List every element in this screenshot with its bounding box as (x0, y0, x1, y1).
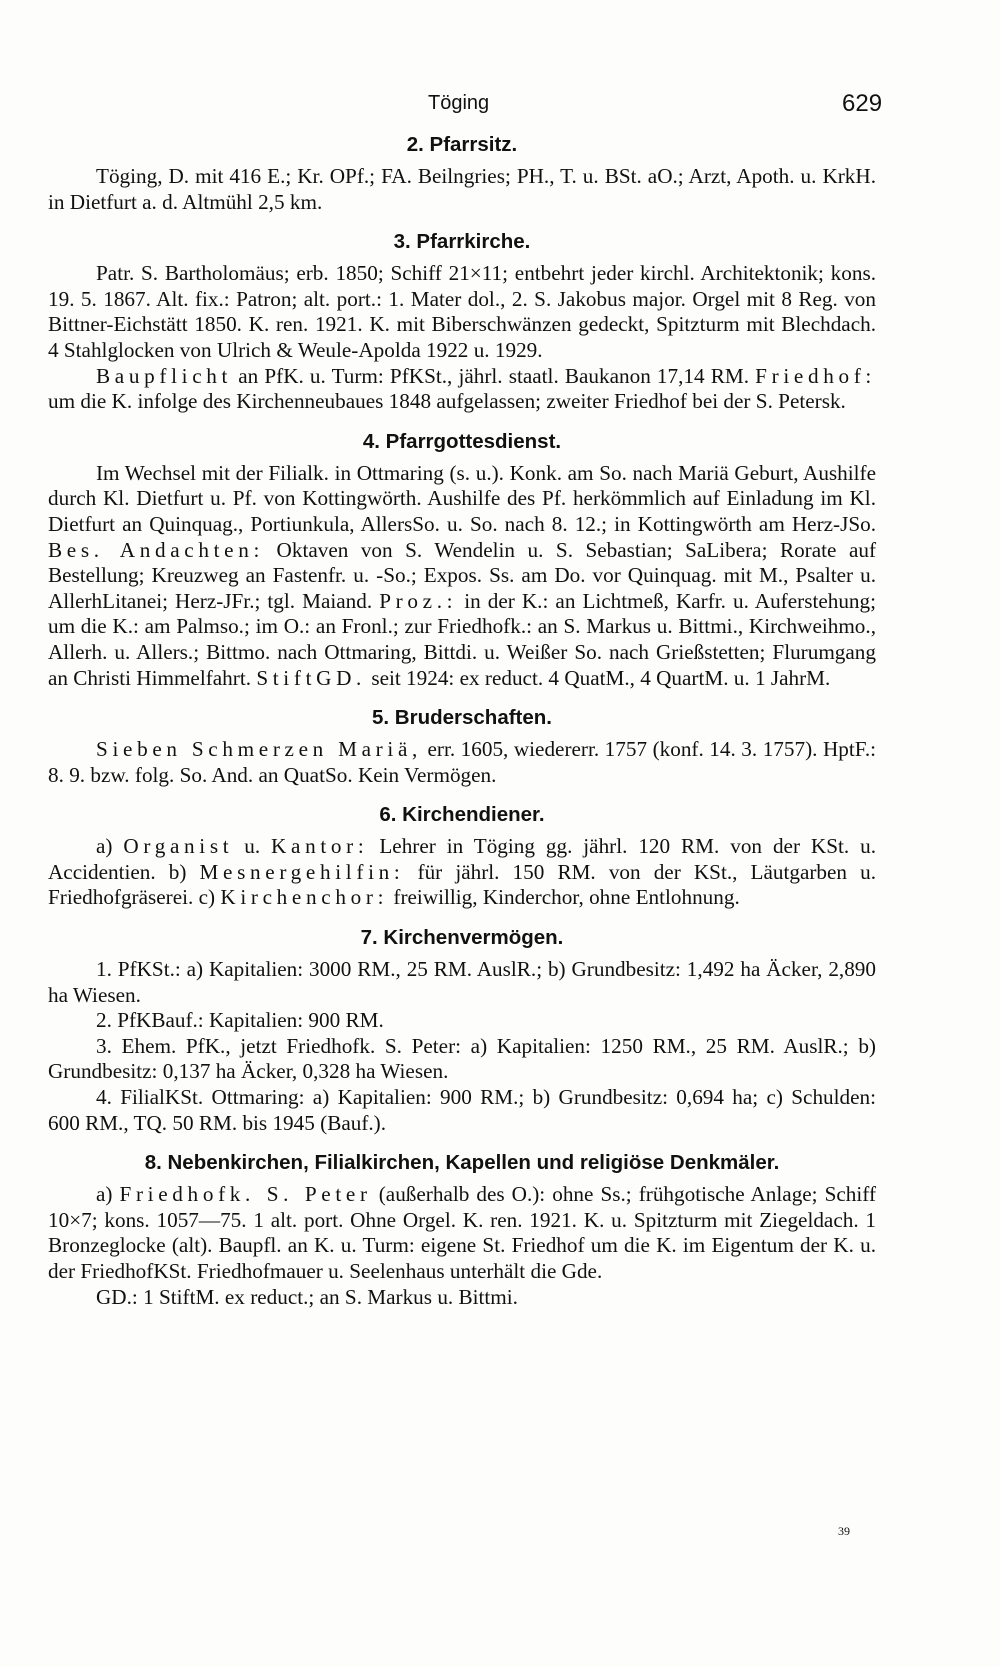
paragraph: Töging, D. mit 416 E.; Kr. OPf.; FA. Beilngries; PH., T. u. BSt. aO.; Arzt, Apoth. u. KrkH. in Dietfurt a. d. Altmühl 2,5 km. (48, 164, 876, 214)
paragraph (48, 364, 876, 415)
section-pfarrkirche (48, 229, 876, 415)
paragraph (48, 1182, 876, 1284)
text-run: Patr. S. Bartholomäus; erb. 1850; Schiff 21×11; entbehrt jeder kirchl. Architektonik; kons. 19. 5. 1867. Alt. fix.: Patron; alt. port.: 1. Mater dol., 2. S. Jakobus major. Orgel mit 8 Reg. von Bittner-Eichstätt 1850. K. ren. 1921. K. mit Biberschwänzen gedeckt, Spitzturm mit Blechdach. 4 Stahlglocken von Ulrich & Weule-Apolda 1922 u. 1929. (48, 261, 876, 362)
text-run: Oktaven von S. Wendelin u. S. Sebastian; SaLibera; Rorate auf Bestellung; Kreuzweg an Fastenfr. u. -So.; Expos. Ss. am Do. vor Quinquag. mit M., Psalter u. AllerhLitanei; Herz-JFr.; tgl. Maiand. (48, 537, 876, 613)
section-nebenkirchen (48, 1150, 876, 1310)
paragraph (48, 261, 876, 363)
section-heading: 8. Nebenkirchen, Filialkirchen, Kapellen und religiöse Denkmäler. (144, 1151, 780, 1175)
spaced-label: Sieben Schmerzen Mariä, (96, 737, 422, 762)
section-heading: 4. Pfarrgottesdienst. (362, 429, 562, 453)
text-run: Im Wechsel mit der Filialk. in Ottmaring (s. u.). Konk. am So. nach Mariä Geburt, Aushilfe durch Kl. Dietfurt u. Pf. von Kottingwörth. Aushilfe des Pf. herkömmlich auf Einladung im Kl. Dietfurt an Quinquag., Portiunkula, AllersSo. u. So. nach 8. 12.; in Kottingwörth am Herz-JSo. (48, 460, 876, 536)
text-run: in der K.: an Lichtmeß, Karfr. u. Auferstehung; um die K.: am Palmso.; im O.: an Fronl.; zur Friedhofk.: an S. Markus u. Bittmi., Kirchweihmo., Allerh. u. Allers.; Bittmo. nach Ottmaring, Bittdi. u. Weißer So. nach Grießstetten; Flurumgang an Christi Himmelfahrt. (48, 588, 876, 690)
spaced-label: Friedhof: (755, 363, 876, 388)
text-run: freiwillig, Kinderchor, ohne Entlohnung. (388, 885, 740, 910)
page-content (48, 132, 876, 1324)
section-bruderschaften (48, 705, 876, 788)
paragraph: GD.: 1 StiftM. ex reduct.; an S. Markus u. Bittmi. (96, 1284, 518, 1309)
text-run: a) (96, 1182, 120, 1207)
text-run: u. (233, 834, 272, 859)
running-title: Töging (428, 92, 490, 114)
spaced-label: Organist (123, 834, 234, 859)
list-item: 2. PfKBauf.: Kapitalien: 900 RM. (96, 1008, 384, 1033)
section-heading: 2. Pfarrsitz. (406, 133, 518, 156)
section-heading: 5. Bruderschaften. (372, 706, 552, 730)
text-run: Lehrer in Töging gg. jährl. 120 RM. von der KSt. u. Accidentien. b) (48, 834, 877, 884)
text-run: (außerhalb des O.): ohne Ss.; frühgotische Anlage; Schiff 10×7; kons. 1057—75. 1 alt. port. Ohne Orgel. K. ren. 1921. K. u. Spitzturm mit Ziegeldach. 1 Bronzeglocke (alt). Baupfl. an K. u. Turm: eigene St. Friedhof um die K. im Eigentum der K. u. der FriedhofKSt. Friedhofmauer u. Seelenhaus unterhält die Gde. (48, 1182, 877, 1283)
spaced-label: Kantor: (271, 834, 369, 859)
paragraph (48, 737, 876, 788)
text-run: err. 1605, wiedererr. 1757 (konf. 14. 3. 1757). HptF.: 8. 9. bzw. folg. So. And. an QuatSo. Kein Vermögen. (48, 737, 876, 787)
signature-mark: 39 (838, 1524, 850, 1538)
section-heading: 7. Kirchenvermögen. (360, 926, 564, 950)
section-heading: 3. Pfarrkirche. (393, 230, 531, 254)
text-run: a) (96, 834, 124, 859)
list-item: 3. Ehem. PfK., jetzt Friedhofk. S. Peter: a) Kapitalien: 1250 RM., 25 RM. AuslR.; b) Grundbesitz: 0,137 ha Äcker, 0,328 ha Wiesen. (48, 1033, 876, 1084)
paragraph (48, 461, 876, 691)
spaced-label: Baupflicht (96, 363, 233, 388)
section-kirchenvermoegen (48, 925, 876, 1136)
spaced-label: Mesnergehilfin: (199, 859, 405, 884)
text-run: für jährl. 150 RM. von der KSt., Läutgarben u. Friedhofgräserei. c) (48, 859, 876, 910)
section-heading: 6. Kirchendiener. (379, 803, 545, 827)
page-number: 629 (842, 90, 883, 117)
spaced-label: Proz.: (379, 588, 458, 613)
spaced-label: Kirchenchor: (220, 885, 389, 910)
section-kirchendiener (48, 802, 876, 911)
text-run: seit 1924: ex reduct. 4 QuatM., 4 QuartM. u. 1 JahrM. (366, 665, 831, 690)
section-pfarrgottesdienst (48, 429, 876, 691)
list-item: 4. FilialKSt. Ottmaring: a) Kapitalien: 900 RM.; b) Grundbesitz: 0,694 ha; c) Schulden: 600 RM., TQ. 50 RM. bis 1945 (Bauf.). (48, 1085, 876, 1135)
spaced-label: Friedhofk. S. Peter (119, 1182, 372, 1207)
list-item: 1. PfKSt.: a) Kapitalien: 3000 RM., 25 RM. AuslR.; b) Grundbesitz: 1,492 ha Äcker, 2,890 ha Wiesen. (48, 957, 876, 1007)
running-header (0, 92, 1000, 122)
section-pfarrsitz (48, 132, 876, 215)
text-run: an PfK. u. Turm: PfKSt., jährl. staatl. Baukanon 17,14 RM. (232, 363, 756, 388)
spaced-label: StiftGD. (256, 665, 367, 690)
paragraph (48, 834, 876, 911)
text-run: um die K. infolge des Kirchenneubaues 1848 aufgelassen; zweiter Friedhof bei der S. Petersk. (48, 389, 846, 414)
spaced-label: Bes. Andachten: (48, 537, 265, 562)
